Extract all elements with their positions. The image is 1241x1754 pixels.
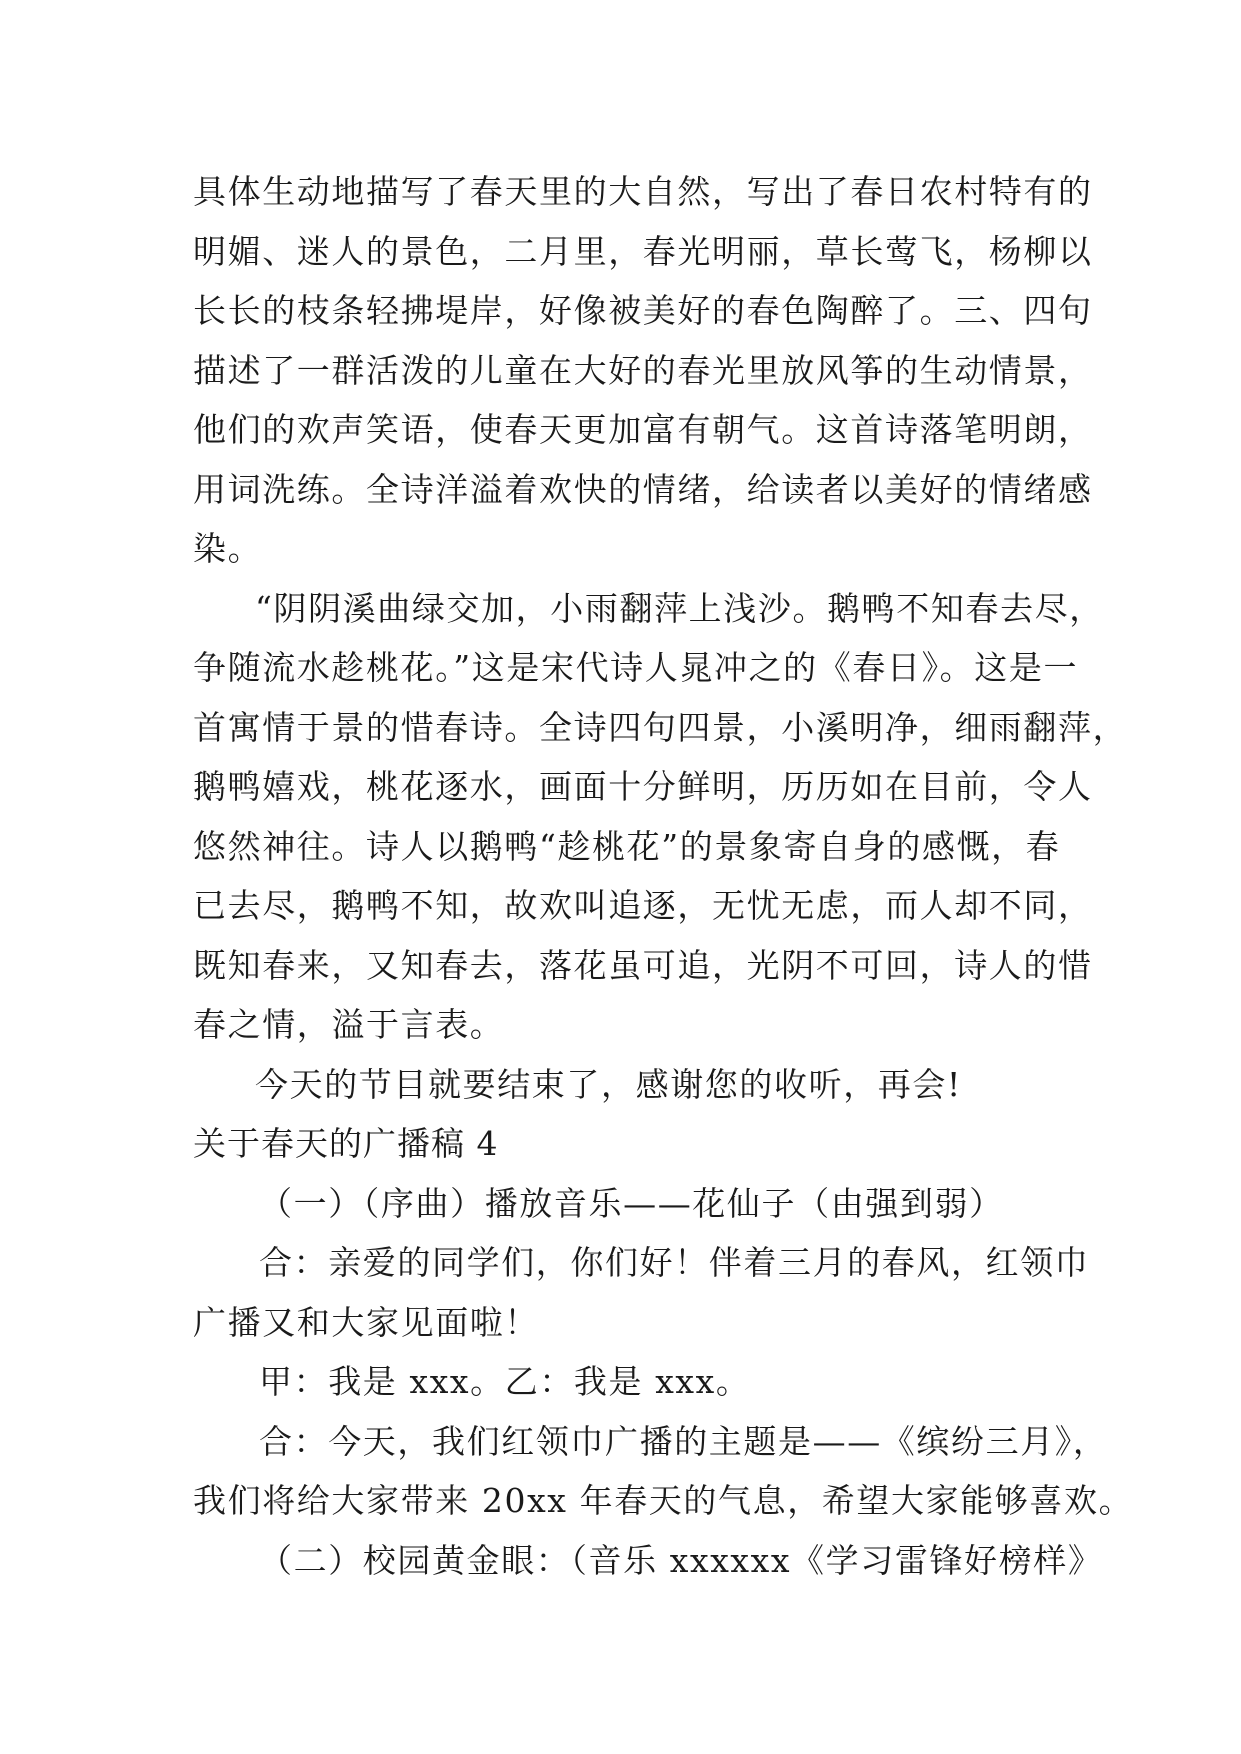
document-body	[193, 162, 1134, 1590]
text-line: 既知春来，又知春去，落花虽可追，光阴不可回，诗人的惜	[193, 945, 1093, 985]
paragraph-start-line: 今天的节目就要结束了，感谢您的收听，再会!	[255, 1064, 962, 1104]
text-line: 广播又和大家见面啦！	[193, 1302, 539, 1342]
text-line: 悠然神往。诗人以鹅鸭“趁桃花”的景象寄自身的感慨，春	[193, 826, 1061, 866]
text-line: 他们的欢声笑语，使春天更加富有朝气。这首诗落笔明朗，	[193, 410, 1093, 449]
text-line: 争随流水趁桃花。”这是宋代诗人晁冲之的《春日》。这是一	[193, 648, 1079, 687]
paragraph-start-line: “阴阴溪曲绿交加，小雨翻萍上浅沙。鹅鸭不知春去尽，	[255, 588, 1104, 628]
text-line: 已去尽，鹅鸭不知，故欢叫追逐，无忧无虑，而人却不同，	[193, 886, 1093, 925]
text-line: 具体生动地描写了春天里的大自然，写出了春日农村特有的	[193, 172, 1093, 211]
paragraph-start-line: 甲：我是 xxx。乙：我是 xxx。	[259, 1362, 751, 1401]
text-line: 描述了一群活泼的儿童在大好的春光里放风筝的生动情景，	[193, 350, 1093, 390]
paragraph-start-line: 合：亲爱的同学们，你们好！伴着三月的春风，红领巾	[259, 1243, 1090, 1282]
text-line: 长长的枝条轻拂堤岸，好像被美好的春色陶醉了。三、四句	[193, 291, 1093, 330]
text-line: 用词洗练。全诗洋溢着欢快的情绪，给读者以美好的情绪感	[193, 469, 1093, 509]
paragraph-start-line: 合：今天，我们红领巾广播的主题是——《缤纷三月》，	[259, 1421, 1108, 1461]
paragraph-start-line: （二）校园黄金眼：（音乐 xxxxxx《学习雷锋好榜样》	[259, 1540, 1103, 1580]
text-line: 明媚、迷人的景色，二月里，春光明丽，草长莺飞，杨柳以	[193, 231, 1093, 271]
text-line: 染。	[193, 529, 263, 568]
paragraph-start-line: （一）（序曲）播放音乐——花仙子（由强到弱）	[259, 1183, 1004, 1223]
text-line: 鹅鸭嬉戏，桃花逐水，画面十分鲜明，历历如在目前，令人	[193, 767, 1093, 806]
text-line: 首寓情于景的惜春诗。全诗四句四景，小溪明净，细雨翻萍，	[193, 707, 1128, 747]
text-line: 春之情，溢于言表。	[193, 1005, 505, 1044]
section-heading: 关于春天的广播稿 4	[193, 1124, 499, 1163]
text-line: 我们将给大家带来 20xx 年春天的气息，希望大家能够喜欢。	[193, 1481, 1134, 1520]
